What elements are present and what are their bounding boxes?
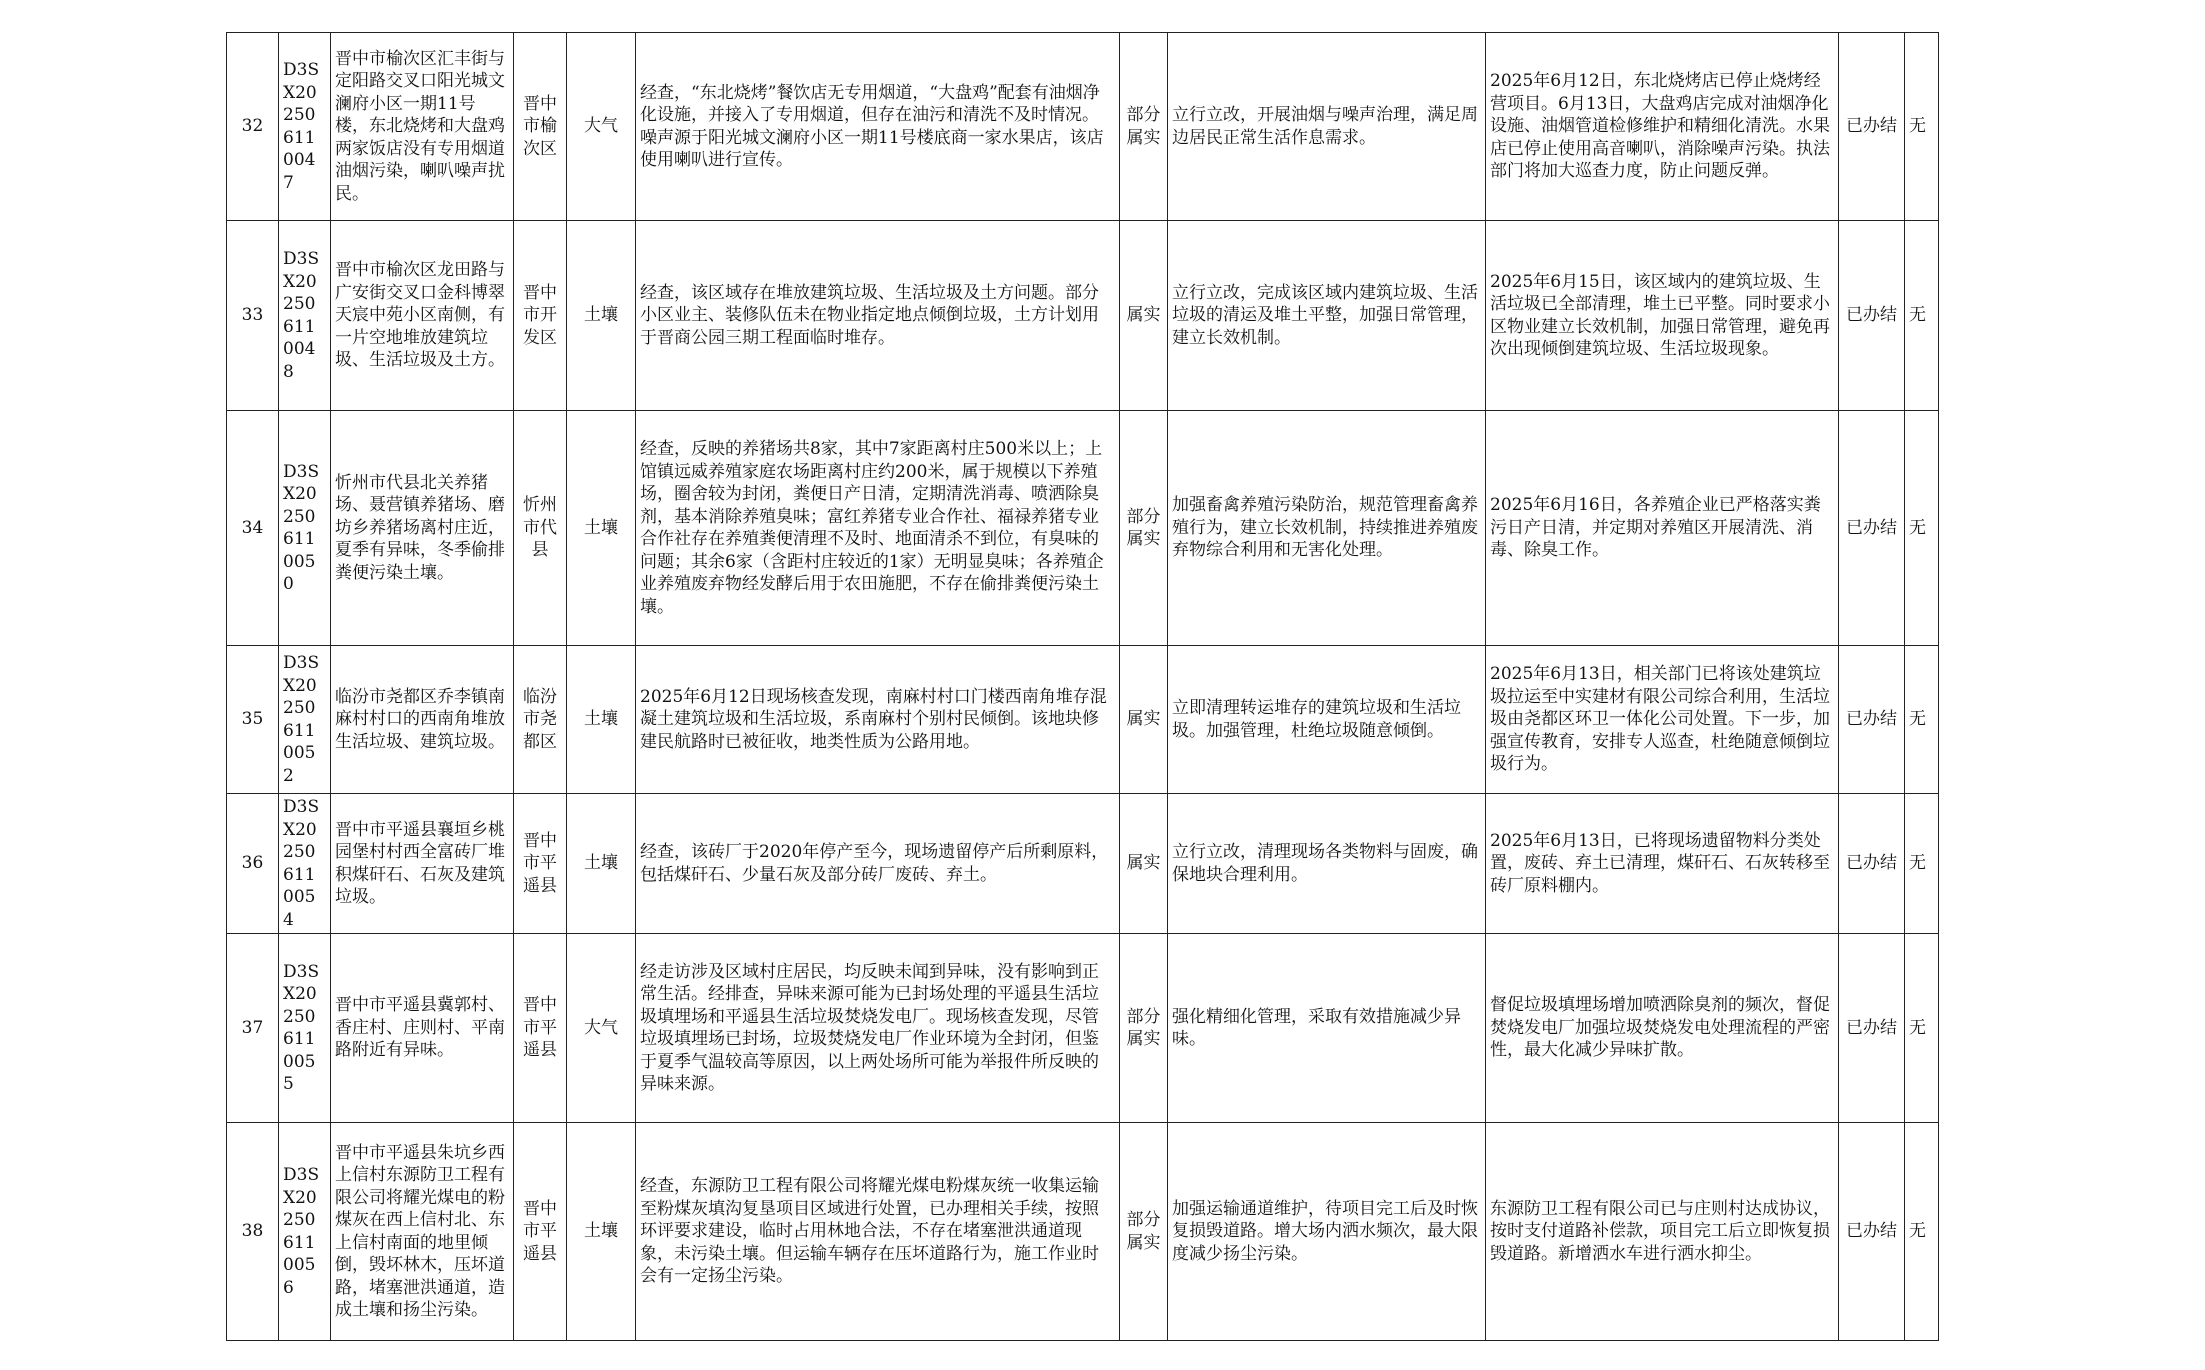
verification-result: 属实 [1120,646,1168,794]
case-status: 已办结 [1839,33,1905,221]
case-status: 已办结 [1839,411,1905,646]
row-number: 36 [227,794,279,934]
case-status: 已办结 [1839,934,1905,1123]
row-number: 34 [227,411,279,646]
handling-measure: 立即清理转运堆存的建筑垃圾和生活垃圾。加强管理，杜绝垃圾随意倾倒。 [1168,646,1486,794]
handling-measure: 立行立改，清理现场各类物料与固废，确保地块合理利用。 [1168,794,1486,934]
investigation-finding: 经查，“东北烧烤”餐饮店无专用烟道，“大盘鸡”配套有油烟净化设施，并接入了专用烟道，但存在油污和清洗不及时情况。噪声源于阳光城文澜府小区一期11号楼底商一家水果店，该店使用喇叭进行宣传。 [636,33,1120,221]
rectification-result: 东源防卫工程有限公司已与庄则村达成协议，按时支付道路补偿款，项目完工后立即恢复损毁道路。新增洒水车进行洒水抑尘。 [1486,1123,1839,1341]
handling-measure: 加强畜禽养殖污染防治，规范管理畜禽养殖行为，建立长效机制，持续推进养殖废弃物综合利用和无害化处理。 [1168,411,1486,646]
administrative-area: 晋中市平遥县 [514,794,567,934]
rectification-result: 2025年6月16日，各养殖企业已严格落实粪污日产日清，并定期对养殖区开展清洗、消毒、除臭工作。 [1486,411,1839,646]
table-row [227,646,1939,794]
handling-measure: 强化精细化管理，采取有效措施减少异味。 [1168,934,1486,1123]
administrative-area: 晋中市平遥县 [514,934,567,1123]
rectification-result: 2025年6月12日，东北烧烤店已停止烧烤经营项目。6月13日，大盘鸡店完成对油烟净化设施、油烟管道检修维护和精细化清洗。水果店已停止使用高音喇叭，消除噪声污染。执法部门将加大巡查力度，防止问题反弹。 [1486,33,1839,221]
complaint-content: 晋中市平遥县冀郭村、香庄村、庄则村、平南路附近有异味。 [331,934,514,1123]
row-number: 38 [227,1123,279,1341]
complaint-content: 忻州市代县北关养猪场、聂营镇养猪场、磨坊乡养猪场离村庄近，夏季有异味，冬季偷排粪便污染土壤。 [331,411,514,646]
accountability: 无 [1905,1123,1939,1341]
accountability: 无 [1905,934,1939,1123]
rectification-result: 2025年6月13日，已将现场遗留物料分类处置，废砖、弃土已清理，煤矸石、石灰转移至砖厂原料棚内。 [1486,794,1839,934]
case-code: D3SX2025061100​55 [279,934,331,1123]
table-row [227,934,1939,1123]
handling-measure: 加强运输通道维护，待项目完工后及时恢复损毁道路。增大场内洒水频次，最大限度减少扬尘污染。 [1168,1123,1486,1341]
administrative-area: 晋中市榆次区 [514,33,567,221]
row-number: 35 [227,646,279,794]
pollution-type: 土壤 [567,221,636,411]
handling-measure: 立行立改，完成该区域内建筑垃圾、生活垃圾的清运及堆土平整，加强日常管理，建立长效机制。 [1168,221,1486,411]
pollution-type: 大气 [567,33,636,221]
verification-result: 部分属实 [1120,411,1168,646]
pollution-type: 土壤 [567,794,636,934]
pollution-type: 土壤 [567,646,636,794]
verification-result: 部分属实 [1120,1123,1168,1341]
case-code: D3SX2025061100​47 [279,33,331,221]
complaint-table [226,32,1939,1341]
accountability: 无 [1905,794,1939,934]
investigation-finding: 经查，反映的养猪场共8家，其中7家距离村庄500米以上；上馆镇远威养殖家庭农场距离村庄约200米，属于规模以下养殖场，圈舍较为封闭，粪便日产日清，定期清洗消毒、喷洒除臭剂，基本消除养殖臭味；富红养猪专业合作社、福禄养猪专业合作社存在养殖粪便清理不及时、地面清杀不到位，有臭味的问题；其余6家（含距村庄较近的1家）无明显臭味；各养殖企业养殖废弃物经发酵后用于农田施肥，不存在偷排粪便污染土壤。 [636,411,1120,646]
case-code: D3SX2025061100​48 [279,221,331,411]
investigation-finding: 经查，该区域存在堆放建筑垃圾、生活垃圾及土方问题。部分小区业主、装修队伍未在物业指定地点倾倒垃圾，土方计划用于晋商公园三期工程面临时堆存。 [636,221,1120,411]
accountability: 无 [1905,33,1939,221]
case-code: D3SX2025061100​54 [279,794,331,934]
verification-result: 属实 [1120,794,1168,934]
complaint-content: 临汾市尧都区乔李镇南麻村村口的西南角堆放生活垃圾、建筑垃圾。 [331,646,514,794]
table-row [227,411,1939,646]
rectification-result: 2025年6月15日，该区域内的建筑垃圾、生活垃圾已全部清理，堆土已平整。同时要求小区物业建立长效机制，加强日常管理，避免再次出现倾倒建筑垃圾、生活垃圾现象。 [1486,221,1839,411]
administrative-area: 晋中市开发区 [514,221,567,411]
handling-measure: 立行立改，开展油烟与噪声治理，满足周边居民正常生活作息需求。 [1168,33,1486,221]
row-number: 33 [227,221,279,411]
complaint-content: 晋中市平遥县襄垣乡桃园堡村村西全富砖厂堆积煤矸石、石灰及建筑垃圾。 [331,794,514,934]
investigation-finding: 经走访涉及区域村庄居民，均反映未闻到异味，没有影响到正常生活。经排查，异味来源可能为已封场处理的平遥县生活垃圾填埋场和平遥县生活垃圾焚烧发电厂。现场核查发现，尽管垃圾填埋场已封场，垃圾焚烧发电厂作业环境为全封闭，但鉴于夏季气温较高等原因，以上两处场所可能为举报件所反映的异味来源。 [636,934,1120,1123]
table-row [227,1123,1939,1341]
case-status: 已办结 [1839,1123,1905,1341]
investigation-finding: 经查，东源防卫工程有限公司将耀光煤电粉煤灰统一收集运输至粉煤灰填沟复垦项目区域进行处置，已办理相关手续，按照环评要求建设，临时占用林地合法，不存在堵塞泄洪通道现象，未污染土壤。但运输车辆存在压坏道路行为，施工作业时会有一定扬尘污染。 [636,1123,1120,1341]
table-row [227,33,1939,221]
complaint-content: 晋中市榆次区汇丰街与定阳路交叉口阳光城文澜府小区一期11号楼，东北烧烤和大盘鸡两家饭店没有专用烟道油烟污染，喇叭噪声扰民。 [331,33,514,221]
complaint-content: 晋中市榆次区龙田路与广安街交叉口金科博翠天宸中苑小区南侧，有一片空地堆放建筑垃圾、生活垃圾及土方。 [331,221,514,411]
case-status: 已办结 [1839,646,1905,794]
rectification-result: 督促垃圾填埋场增加喷洒除臭剂的频次，督促焚烧发电厂加强垃圾焚烧发电处理流程的严密性，最大化减少异味扩散。 [1486,934,1839,1123]
accountability: 无 [1905,221,1939,411]
complaint-content: 晋中市平遥县朱坑乡西上信村东源防卫工程有限公司将耀光煤电的粉煤灰在西上信村北、东上信村南面的地里倾倒，毁坏林木，压坏道路，堵塞泄洪通道，造成土壤和扬尘污染。 [331,1123,514,1341]
table-row [227,221,1939,411]
accountability: 无 [1905,411,1939,646]
administrative-area: 忻州市代县 [514,411,567,646]
verification-result: 属实 [1120,221,1168,411]
administrative-area: 临汾市尧都区 [514,646,567,794]
row-number: 37 [227,934,279,1123]
pollution-type: 大气 [567,934,636,1123]
case-status: 已办结 [1839,794,1905,934]
verification-result: 部分属实 [1120,33,1168,221]
verification-result: 部分属实 [1120,934,1168,1123]
pollution-type: 土壤 [567,411,636,646]
investigation-finding: 经查，该砖厂于2020年停产至今，现场遗留停产后所剩原料，包括煤矸石、少量石灰及部分砖厂废砖、弃土。 [636,794,1120,934]
pollution-type: 土壤 [567,1123,636,1341]
investigation-finding: 2025年6月12日现场核查发现，南麻村村口门楼西南角堆存混凝土建筑垃圾和生活垃圾，系南麻村个别村民倾倒。该地块修建民航路时已被征收，地类性质为公路用地。 [636,646,1120,794]
administrative-area: 晋中市平遥县 [514,1123,567,1341]
case-status: 已办结 [1839,221,1905,411]
case-code: D3SX2025061100​52 [279,646,331,794]
case-code: D3SX2025061100​50 [279,411,331,646]
rectification-result: 2025年6月13日，相关部门已将该处建筑垃圾拉运至中实建材有限公司综合利用，生活垃圾由尧都区环卫一体化公司处置。下一步，加强宣传教育，安排专人巡查，杜绝随意倾倒垃圾行为。 [1486,646,1839,794]
table-row [227,794,1939,934]
accountability: 无 [1905,646,1939,794]
row-number: 32 [227,33,279,221]
case-code: D3SX2025061100​56 [279,1123,331,1341]
